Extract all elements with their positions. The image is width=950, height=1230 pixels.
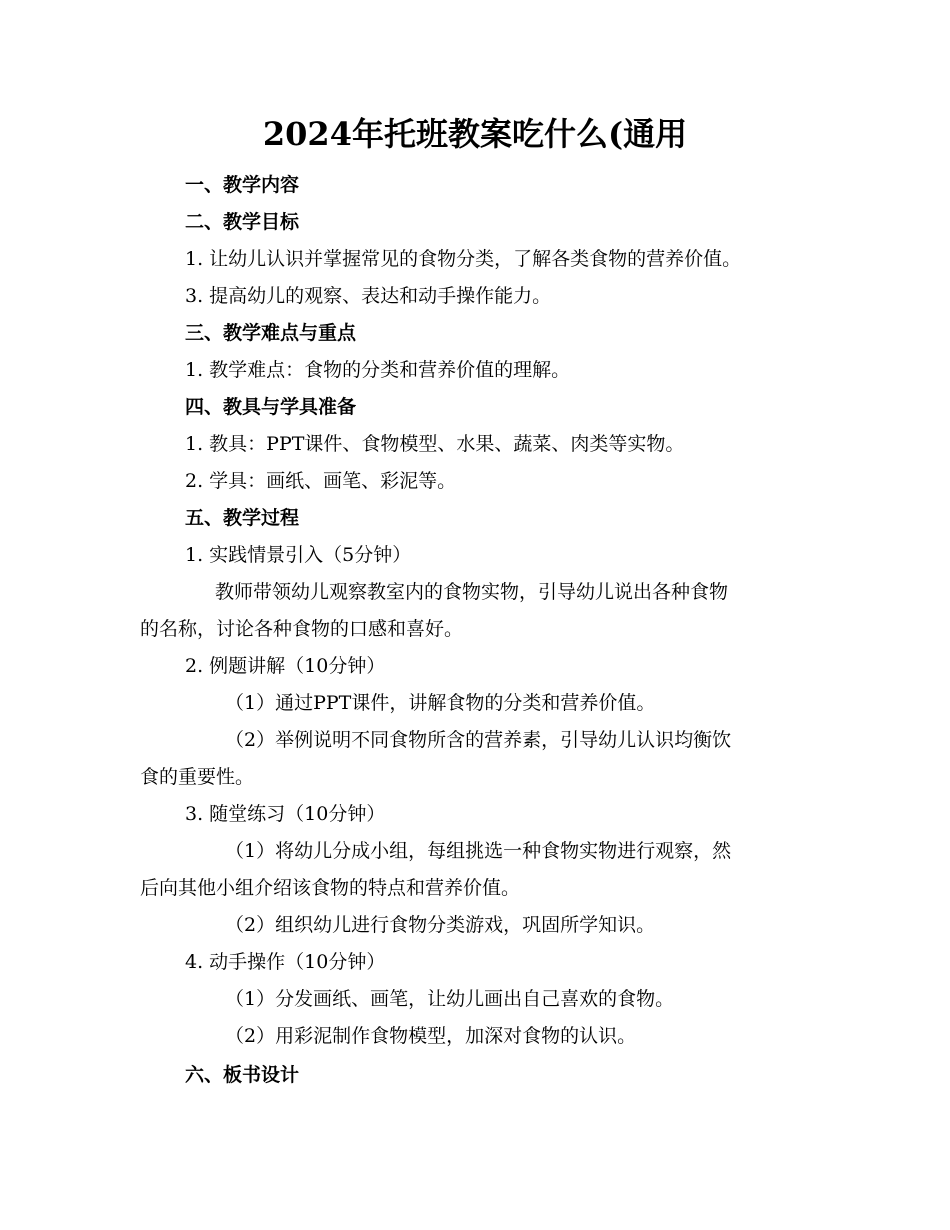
section-heading: 六、板书设计 — [185, 1064, 300, 1086]
list-item: 1. 让幼儿认识并掌握常见的食物分类，了解各类食物的营养价值。 — [185, 248, 742, 270]
list-item: 1. 实践情景引入（5分钟） — [185, 544, 412, 566]
section-heading: 五、教学过程 — [185, 507, 300, 529]
paragraph-line: 的名称，讨论各种食物的口感和喜好。 — [140, 618, 464, 640]
section-heading: 四、教具与学具准备 — [185, 396, 357, 418]
list-item: 4. 动手操作（10分钟） — [185, 951, 386, 973]
list-item: 1. 教具：PPT课件、食物模型、水果、蔬菜、肉类等实物。 — [185, 433, 685, 455]
sub-item: （2）举例说明不同食物所含的营养素，引导幼儿认识均衡饮 — [225, 729, 732, 751]
list-item: 3. 提高幼儿的观察、表达和动手操作能力。 — [185, 285, 552, 307]
list-item: 1. 教学难点：食物的分类和营养价值的理解。 — [185, 359, 571, 381]
document-title: 2024年托班教案吃什么(通用 — [262, 115, 688, 153]
paragraph-line: 教师带领幼儿观察教室内的食物实物，引导幼儿说出各种食物 — [215, 581, 729, 603]
section-heading: 一、教学内容 — [185, 174, 300, 196]
sub-item: （1）通过PPT课件，讲解食物的分类和营养价值。 — [225, 692, 656, 714]
sub-item: （1）将幼儿分成小组，每组挑选一种食物实物进行观察，然 — [225, 840, 732, 862]
list-item: 2. 学具：画纸、画笔、彩泥等。 — [185, 470, 457, 492]
sub-item: （2）组织幼儿进行食物分类游戏，巩固所学知识。 — [225, 914, 656, 936]
paragraph-line: 后向其他小组介绍该食物的特点和营养价值。 — [140, 877, 521, 899]
list-item: 2. 例题讲解（10分钟） — [185, 655, 386, 677]
sub-item: （2）用彩泥制作食物模型，加深对食物的认识。 — [225, 1025, 637, 1047]
list-item: 3. 随堂练习（10分钟） — [185, 803, 386, 825]
paragraph-line: 食的重要性。 — [140, 766, 255, 788]
section-heading: 三、教学难点与重点 — [185, 322, 357, 344]
sub-item: （1）分发画纸、画笔，让幼儿画出自己喜欢的食物。 — [225, 988, 675, 1010]
section-heading: 二、教学目标 — [185, 211, 300, 233]
